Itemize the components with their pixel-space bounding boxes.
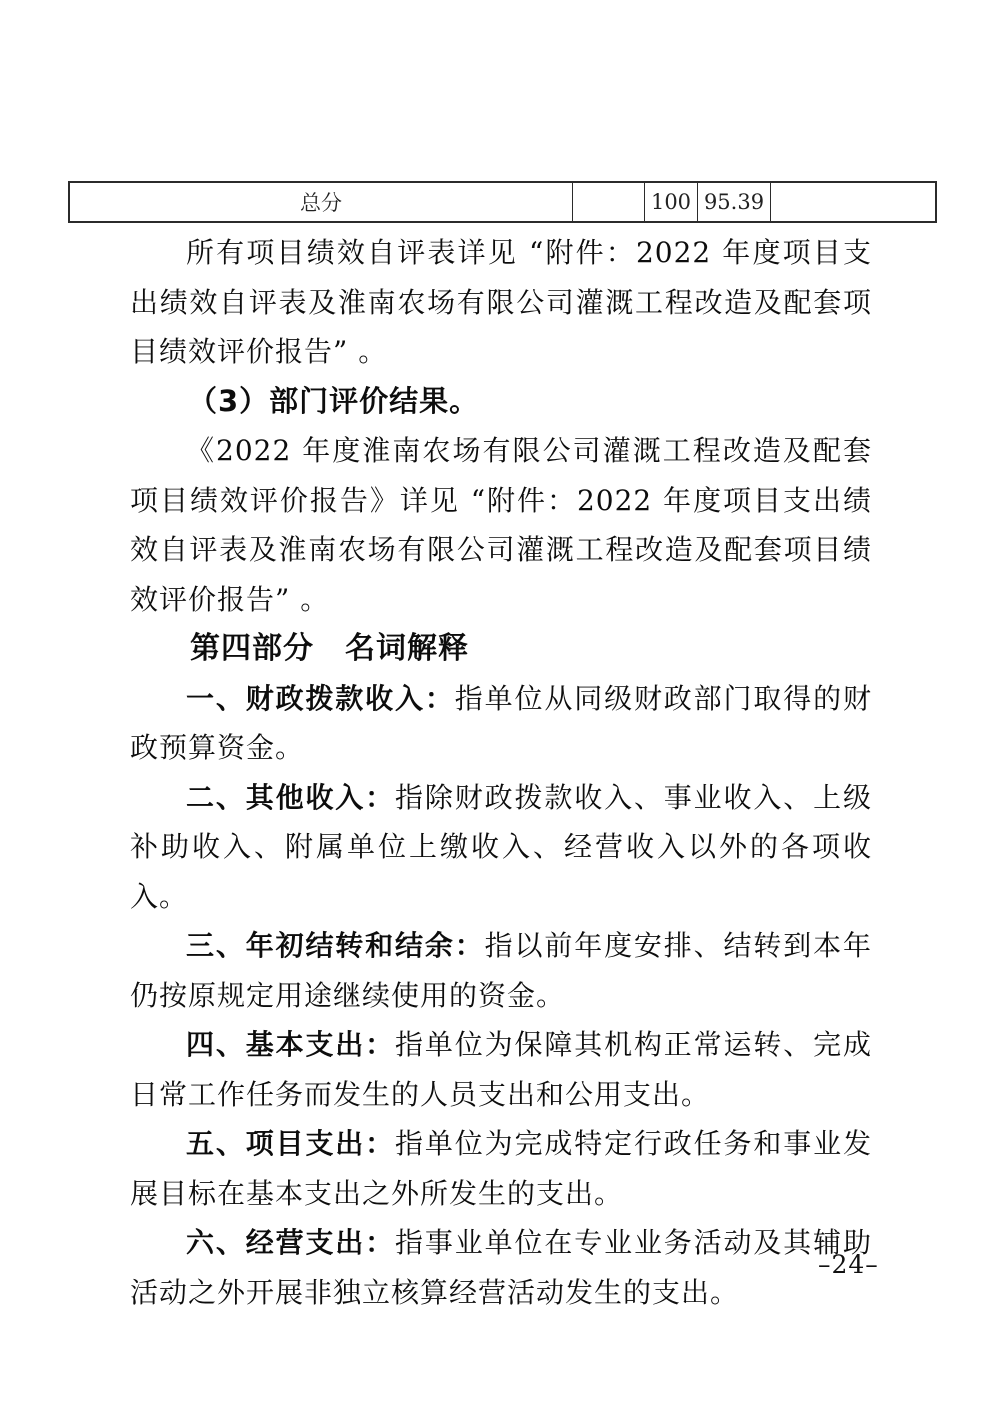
definition-text: 指单位从同级财政部门取得的财政预算资金。 [130, 681, 872, 764]
table-cell-empty-1 [572, 183, 644, 221]
definition-text: 指单位为保障其机构正常运转、完成日常工作任务而发生的人员支出和公用支出。 [130, 1028, 872, 1111]
score-table-row [68, 181, 937, 223]
table-cell-score: 95.39 [697, 183, 770, 221]
heading-part4-glossary: 第四部分 名词解释 [190, 631, 469, 666]
definition-item [130, 921, 872, 1020]
definition-term: 五、项目支出： [186, 1127, 396, 1160]
definition-item [130, 1218, 872, 1317]
definition-item [130, 674, 872, 773]
definition-term: 一、财政拨款收入： [186, 681, 455, 715]
table-cell-empty-2 [770, 183, 935, 221]
table-cell-max-score: 100 [644, 183, 697, 221]
definition-text: 指单位为完成特定行政任务和事业发展目标在基本支出之外所发生的支出。 [130, 1127, 872, 1210]
definition-item [130, 773, 872, 922]
page-number: –24– [818, 1250, 879, 1279]
paragraph-self-eval: 所有项目绩效自评表详见 “附件：2022 年度项目支出绩效自评表及淮南农场有限公司灌溉工程改造及配套项目绩效评价报告” 。 [130, 236, 872, 368]
definition-term: 六、经营支出： [186, 1226, 396, 1259]
definition-term: 二、其他收入： [186, 780, 396, 814]
heading-dept-evaluation-result: （3）部门评价结果。 [188, 383, 480, 418]
definition-item [130, 1020, 872, 1119]
definition-term: 三、年初结转和结余： [186, 929, 485, 962]
document-body [130, 228, 872, 1317]
definition-text: 指除财政拨款收入、事业收入、上级补助收入、附属单位上缴收入、经营收入以外的各项收入。 [130, 780, 872, 913]
paragraph-dept-report: 《2022 年度淮南农场有限公司灌溉工程改造及配套项目绩效评价报告》详见 “附件：2022 年度项目支出绩效自评表及淮南农场有限公司灌溉工程改造及配套项目绩效评价报告” 。 [130, 434, 872, 616]
definition-text: 指以前年度安排、结转到本年仍按原规定用途继续使用的资金。 [130, 929, 872, 1012]
table-cell-total-label: 总分 [300, 191, 342, 215]
definition-item [130, 1119, 872, 1218]
definition-text: 指事业单位在专业业务活动及其辅助活动之外开展非独立核算经营活动发生的支出。 [130, 1226, 872, 1309]
definition-term: 四、基本支出： [186, 1028, 396, 1061]
